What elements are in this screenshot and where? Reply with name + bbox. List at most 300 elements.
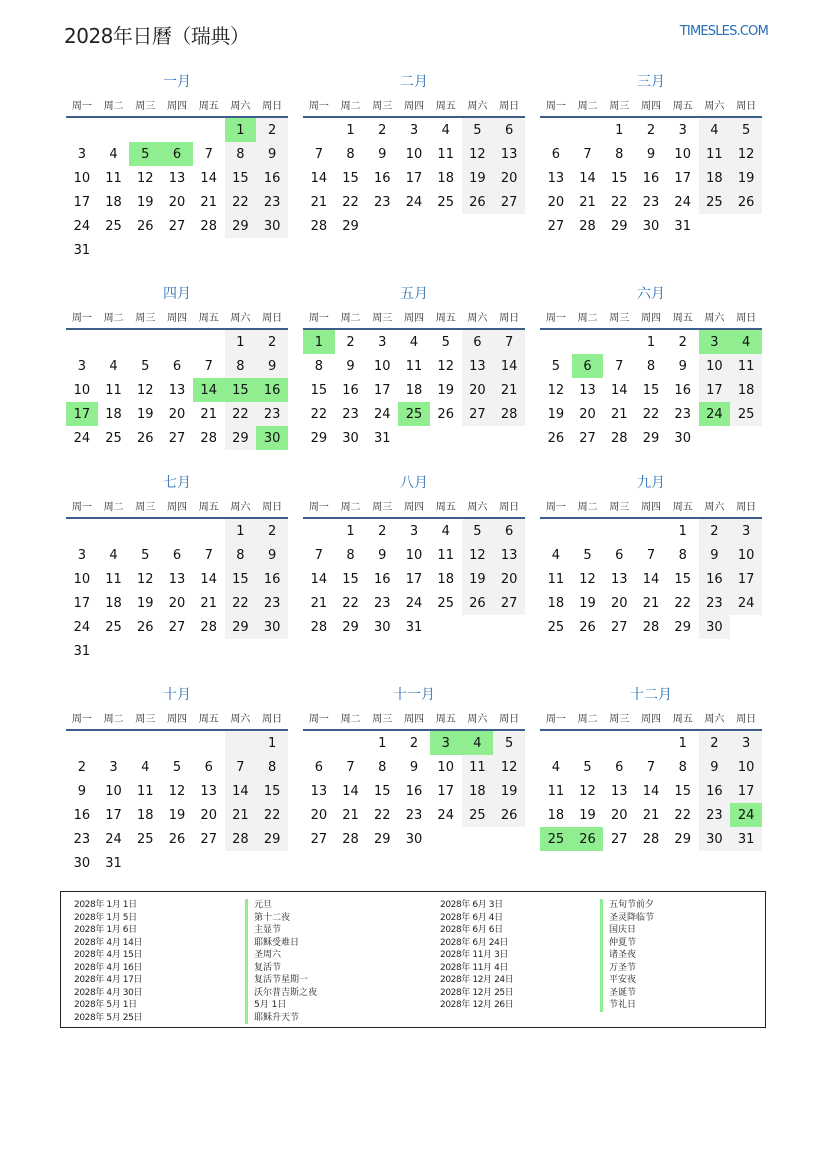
day-cell: 17 <box>73 194 91 210</box>
weekday-label: 周五 <box>435 713 456 725</box>
weekday-header <box>303 493 525 519</box>
weekday-label: 周六 <box>230 713 251 725</box>
day-cell: 17 <box>374 382 391 398</box>
day-cell: 20 <box>200 807 217 823</box>
legend-holiday-name: 仲夏节 <box>600 937 654 950</box>
legend-holiday-name: 耶稣受难日 <box>245 937 317 950</box>
weekday-label: 周五 <box>672 501 693 513</box>
legend-holiday-name: 元旦 <box>245 899 317 912</box>
day-cell: 18 <box>437 170 454 186</box>
day-cell: 17 <box>730 779 762 803</box>
day-cell: 13 <box>168 170 186 186</box>
month-6 <box>540 284 762 473</box>
day-cell: 6 <box>551 146 560 162</box>
day-cell: 19 <box>168 807 186 823</box>
day-cell: 21 <box>579 194 596 210</box>
day-cell: 3 <box>109 759 118 775</box>
day-cell: 29 <box>225 615 257 639</box>
day-cell: 3 <box>678 122 687 138</box>
day-cell: 27 <box>579 430 596 446</box>
empty-cell <box>161 519 193 543</box>
legend-holiday-name: 圣诞节 <box>600 987 654 1000</box>
weekday-label: 周日 <box>499 501 520 513</box>
day-cell: 29 <box>342 218 359 234</box>
weekday-label: 周日 <box>262 312 283 324</box>
day-cell: 5 <box>583 759 592 775</box>
weekday-label: 周一 <box>308 501 329 513</box>
day-cell: 5 <box>462 118 494 142</box>
day-cell: 23 <box>73 831 91 847</box>
weekday-label: 周六 <box>467 713 488 725</box>
weekday-label: 周六 <box>467 100 488 112</box>
day-cell: 13 <box>493 142 525 166</box>
weekday-label: 周五 <box>198 100 219 112</box>
day-cell: 5 <box>493 731 525 755</box>
day-cell: 12 <box>137 382 154 398</box>
weekday-label: 周一 <box>71 312 92 324</box>
day-cell: 6 <box>615 759 624 775</box>
legend-holiday-name: 5月 1日 <box>245 999 317 1012</box>
day-cell: 21 <box>342 807 359 823</box>
day-cell: 15 <box>342 571 359 587</box>
day-cell: 24 <box>374 406 391 422</box>
day-cell: 5 <box>141 547 150 563</box>
day-cell: 30 <box>256 615 288 639</box>
day-cell: 4 <box>141 759 150 775</box>
weekday-label: 周二 <box>340 100 361 112</box>
day-cell: 15 <box>310 382 328 398</box>
day-cell: 31 <box>105 855 122 871</box>
weekday-label: 周二 <box>340 713 361 725</box>
month-name: 四月 <box>163 286 191 302</box>
weekday-label: 周日 <box>262 100 283 112</box>
day-cell: 19 <box>137 194 154 210</box>
day-cell: 2 <box>77 759 86 775</box>
day-cell: 23 <box>374 194 391 210</box>
day-cell: 11 <box>730 354 762 378</box>
empty-cell <box>540 330 572 354</box>
day-cell: 9 <box>699 755 731 779</box>
month-10 <box>66 685 288 897</box>
legend-dates-left <box>74 899 142 1024</box>
day-cell: 1 <box>225 519 257 543</box>
day-cell: 20 <box>168 595 186 611</box>
day-cell: 18 <box>137 807 154 823</box>
day-cell: 10 <box>105 783 122 799</box>
legend-date: 2028年 4月 30日 <box>74 987 143 998</box>
day-cell: 7 <box>204 146 213 162</box>
day-cell: 1 <box>378 735 387 751</box>
day-cell: 9 <box>678 358 687 374</box>
day-cell: 21 <box>200 194 217 210</box>
weekday-header <box>66 705 288 731</box>
empty-cell <box>635 731 667 755</box>
holiday-day-cell: 4 <box>730 330 762 354</box>
day-cell: 19 <box>579 595 596 611</box>
day-cell: 28 <box>642 619 660 635</box>
day-cell: 20 <box>579 406 596 422</box>
day-cell: 18 <box>105 595 122 611</box>
empty-cell <box>98 519 130 543</box>
day-cell: 5 <box>172 759 182 775</box>
weekday-label: 周六 <box>230 100 251 112</box>
calendar-grid <box>66 72 762 897</box>
day-cell: 17 <box>674 170 691 186</box>
day-cell: 15 <box>342 170 359 186</box>
day-cell: 13 <box>493 543 525 567</box>
month-11 <box>303 685 525 897</box>
weekday-label: 周六 <box>467 501 488 513</box>
day-cell: 14 <box>493 354 525 378</box>
day-cell: 11 <box>405 358 423 374</box>
day-cell: 16 <box>405 783 423 799</box>
day-cell: 18 <box>105 194 122 210</box>
day-cell: 2 <box>699 731 731 755</box>
day-cell: 9 <box>256 543 288 567</box>
day-cell: 27 <box>310 831 328 847</box>
day-cell: 16 <box>699 779 731 803</box>
day-cell: 29 <box>374 831 391 847</box>
day-cell: 11 <box>105 571 122 587</box>
day-cell: 7 <box>314 547 323 563</box>
month-name: 十月 <box>163 687 191 703</box>
weekday-label: 周四 <box>640 100 661 112</box>
day-cell: 18 <box>405 382 423 398</box>
day-cell: 7 <box>346 759 355 775</box>
empty-cell <box>161 731 193 755</box>
day-cell: 9 <box>699 543 731 567</box>
legend-holiday-name: 沃尔普吉斯之夜 <box>245 987 317 1000</box>
day-cell: 22 <box>256 803 288 827</box>
day-cell: 4 <box>441 523 450 539</box>
day-cell: 23 <box>642 194 660 210</box>
day-cell: 7 <box>314 146 323 162</box>
day-cell: 13 <box>611 783 628 799</box>
day-cell: 2 <box>409 735 419 751</box>
day-cell: 1 <box>225 330 257 354</box>
weekday-label: 周日 <box>499 312 520 324</box>
legend-holiday-name: 五旬节前夕 <box>600 899 654 912</box>
day-cell: 20 <box>611 595 628 611</box>
weekday-label: 周四 <box>166 713 187 725</box>
holiday-day-cell: 5 <box>129 142 161 166</box>
day-cell: 8 <box>378 759 387 775</box>
day-cell: 10 <box>405 146 423 162</box>
day-cell: 25 <box>730 402 762 426</box>
day-cell: 19 <box>493 779 525 803</box>
day-cell: 15 <box>256 779 288 803</box>
empty-cell <box>98 118 130 142</box>
weekday-label: 周二 <box>103 501 124 513</box>
weekday-label: 周二 <box>577 713 598 725</box>
day-cell: 16 <box>73 807 91 823</box>
day-cell: 28 <box>579 218 596 234</box>
day-cell: 29 <box>611 218 628 234</box>
day-cell: 28 <box>200 218 217 234</box>
day-cell: 14 <box>642 783 660 799</box>
legend-holiday-name: 节礼日 <box>600 999 654 1012</box>
day-cell: 2 <box>256 330 288 354</box>
empty-cell <box>603 519 635 543</box>
weekday-label: 周日 <box>262 501 283 513</box>
day-cell: 21 <box>225 803 257 827</box>
day-cell: 20 <box>493 567 525 591</box>
weekday-label: 周日 <box>736 100 757 112</box>
empty-cell <box>129 118 161 142</box>
day-cell: 7 <box>204 547 213 563</box>
month-2 <box>303 72 525 284</box>
day-cell: 14 <box>310 571 328 587</box>
empty-cell <box>129 519 161 543</box>
weekday-label: 周五 <box>672 100 693 112</box>
weekday-label: 周日 <box>499 713 520 725</box>
day-cell: 31 <box>73 643 91 659</box>
day-cell: 4 <box>109 358 118 374</box>
day-cell: 21 <box>310 595 328 611</box>
day-cell: 4 <box>699 118 731 142</box>
day-grid <box>303 330 525 450</box>
weekday-label: 周一 <box>308 312 329 324</box>
day-cell: 19 <box>137 595 154 611</box>
day-cell: 5 <box>583 547 592 563</box>
legend-holiday-name: 主显节 <box>245 924 317 937</box>
day-cell: 21 <box>310 194 328 210</box>
weekday-label: 周四 <box>166 501 187 513</box>
day-cell: 6 <box>172 547 182 563</box>
day-cell: 22 <box>374 807 391 823</box>
month-name: 九月 <box>637 475 665 491</box>
legend-holiday-name: 诸圣夜 <box>600 949 654 962</box>
day-cell: 30 <box>405 831 423 847</box>
empty-cell <box>129 731 161 755</box>
day-cell: 29 <box>642 430 660 446</box>
day-cell: 11 <box>105 170 122 186</box>
day-cell: 3 <box>730 731 762 755</box>
weekday-label: 周五 <box>672 713 693 725</box>
day-cell: 7 <box>493 330 525 354</box>
day-cell: 17 <box>405 571 423 587</box>
legend-holiday-name: 国庆日 <box>600 924 654 937</box>
day-cell: 24 <box>730 591 762 615</box>
day-cell: 7 <box>646 547 656 563</box>
day-cell: 16 <box>374 571 391 587</box>
day-cell: 28 <box>342 831 359 847</box>
day-cell: 22 <box>674 595 691 611</box>
day-cell: 13 <box>547 170 565 186</box>
day-cell: 17 <box>699 378 731 402</box>
holiday-day-cell: 6 <box>572 354 604 378</box>
day-cell: 1 <box>346 523 355 539</box>
day-cell: 12 <box>730 142 762 166</box>
day-cell: 11 <box>547 783 565 799</box>
weekday-label: 周六 <box>704 501 725 513</box>
month-name: 五月 <box>400 286 428 302</box>
month-3 <box>540 72 762 284</box>
empty-cell <box>303 731 335 755</box>
day-cell: 12 <box>579 571 596 587</box>
day-cell: 2 <box>346 334 355 350</box>
day-cell: 5 <box>551 358 560 374</box>
day-cell: 24 <box>405 595 423 611</box>
weekday-label: 周六 <box>230 312 251 324</box>
day-cell: 22 <box>342 595 359 611</box>
holiday-day-cell: 1 <box>303 330 335 354</box>
day-cell: 7 <box>646 759 656 775</box>
day-cell: 26 <box>437 406 454 422</box>
day-cell: 26 <box>462 190 494 214</box>
day-cell: 12 <box>462 543 494 567</box>
day-cell: 7 <box>204 358 213 374</box>
day-cell: 26 <box>547 430 565 446</box>
weekday-label: 周五 <box>198 713 219 725</box>
empty-cell <box>303 519 335 543</box>
weekday-label: 周四 <box>403 713 424 725</box>
empty-cell <box>572 519 604 543</box>
day-cell: 18 <box>437 571 454 587</box>
weekday-header <box>66 304 288 330</box>
day-cell: 26 <box>730 190 762 214</box>
holiday-day-cell: 1 <box>225 118 257 142</box>
empty-cell <box>193 330 225 354</box>
weekday-label: 周五 <box>435 312 456 324</box>
empty-cell <box>66 731 98 755</box>
day-cell: 4 <box>109 547 118 563</box>
empty-cell <box>98 731 130 755</box>
day-cell: 25 <box>437 194 454 210</box>
day-cell: 29 <box>225 214 257 238</box>
empty-cell <box>66 519 98 543</box>
weekday-label: 周二 <box>103 312 124 324</box>
day-cell: 23 <box>674 406 691 422</box>
day-cell: 22 <box>642 406 660 422</box>
day-cell: 11 <box>547 571 565 587</box>
day-cell: 4 <box>109 146 118 162</box>
weekday-label: 周一 <box>545 312 566 324</box>
day-cell: 25 <box>137 831 154 847</box>
weekday-label: 周一 <box>308 713 329 725</box>
weekday-label: 周四 <box>640 501 661 513</box>
day-cell: 20 <box>547 194 565 210</box>
legend-date: 2028年 12月 25日 <box>440 987 514 998</box>
brand-logo[interactable]: TIMESLES.COM <box>679 24 768 39</box>
day-grid <box>66 731 288 875</box>
holiday-legend <box>60 891 766 1028</box>
legend-holiday-name: 平安夜 <box>600 974 654 987</box>
day-cell: 19 <box>462 166 494 190</box>
day-cell: 17 <box>730 567 762 591</box>
day-cell: 31 <box>73 242 91 258</box>
day-grid <box>303 731 525 851</box>
day-cell: 19 <box>547 406 565 422</box>
day-cell: 15 <box>674 571 691 587</box>
weekday-label: 周二 <box>340 501 361 513</box>
weekday-label: 周一 <box>545 501 566 513</box>
day-grid <box>303 118 525 238</box>
day-cell: 13 <box>168 382 186 398</box>
empty-cell <box>193 731 225 755</box>
day-cell: 20 <box>493 166 525 190</box>
day-cell: 12 <box>137 170 154 186</box>
day-cell: 18 <box>105 406 122 422</box>
day-cell: 8 <box>615 146 624 162</box>
day-cell: 18 <box>462 779 494 803</box>
legend-date: 2028年 5月 1日 <box>74 1000 137 1010</box>
day-cell: 14 <box>310 170 328 186</box>
day-cell: 27 <box>462 402 494 426</box>
day-cell: 29 <box>256 827 288 851</box>
day-cell: 10 <box>73 382 91 398</box>
page-title: 2028年日曆（瑞典） <box>64 24 250 48</box>
day-cell: 3 <box>378 334 387 350</box>
weekday-label: 周六 <box>704 100 725 112</box>
day-cell: 31 <box>374 430 391 446</box>
holiday-day-cell: 3 <box>430 731 462 755</box>
day-cell: 27 <box>168 430 186 446</box>
day-cell: 21 <box>200 595 217 611</box>
day-cell: 14 <box>200 571 217 587</box>
day-cell: 15 <box>674 783 691 799</box>
empty-cell <box>540 118 572 142</box>
day-cell: 5 <box>141 358 150 374</box>
weekday-header <box>540 493 762 519</box>
empty-cell <box>335 731 367 755</box>
day-cell: 31 <box>730 827 762 851</box>
day-grid <box>66 118 288 262</box>
day-cell: 30 <box>256 214 288 238</box>
weekday-label: 周二 <box>577 501 598 513</box>
day-cell: 24 <box>73 430 91 446</box>
day-cell: 25 <box>462 803 494 827</box>
month-name: 十二月 <box>630 687 672 703</box>
day-cell: 23 <box>342 406 359 422</box>
weekday-label: 周五 <box>435 100 456 112</box>
day-cell: 3 <box>77 358 86 374</box>
legend-date: 2028年 12月 26日 <box>440 1000 514 1010</box>
day-grid <box>66 519 288 663</box>
day-cell: 21 <box>611 406 628 422</box>
weekday-label: 周四 <box>166 312 187 324</box>
day-cell: 30 <box>342 430 359 446</box>
day-cell: 30 <box>674 430 691 446</box>
day-cell: 29 <box>310 430 328 446</box>
day-cell: 7 <box>615 358 624 374</box>
day-cell: 8 <box>646 358 656 374</box>
month-4 <box>66 284 288 473</box>
day-cell: 27 <box>200 831 217 847</box>
day-cell: 22 <box>225 591 257 615</box>
day-cell: 30 <box>73 855 91 871</box>
day-cell: 1 <box>646 334 656 350</box>
legend-holiday-name: 第十二夜 <box>245 912 317 925</box>
day-cell: 25 <box>105 218 122 234</box>
month-5 <box>303 284 525 473</box>
day-cell: 1 <box>678 523 687 539</box>
day-cell: 17 <box>105 807 122 823</box>
day-cell: 8 <box>225 543 257 567</box>
day-cell: 29 <box>674 619 691 635</box>
day-cell: 10 <box>405 547 423 563</box>
empty-cell <box>66 118 98 142</box>
day-cell: 29 <box>342 619 359 635</box>
empty-cell <box>572 330 604 354</box>
day-cell: 10 <box>73 170 91 186</box>
day-cell: 7 <box>583 146 592 162</box>
day-cell: 28 <box>225 827 257 851</box>
day-cell: 14 <box>200 170 217 186</box>
day-cell: 2 <box>678 334 687 350</box>
legend-date: 2028年 11月 3日 <box>440 950 509 960</box>
day-cell: 14 <box>611 382 628 398</box>
